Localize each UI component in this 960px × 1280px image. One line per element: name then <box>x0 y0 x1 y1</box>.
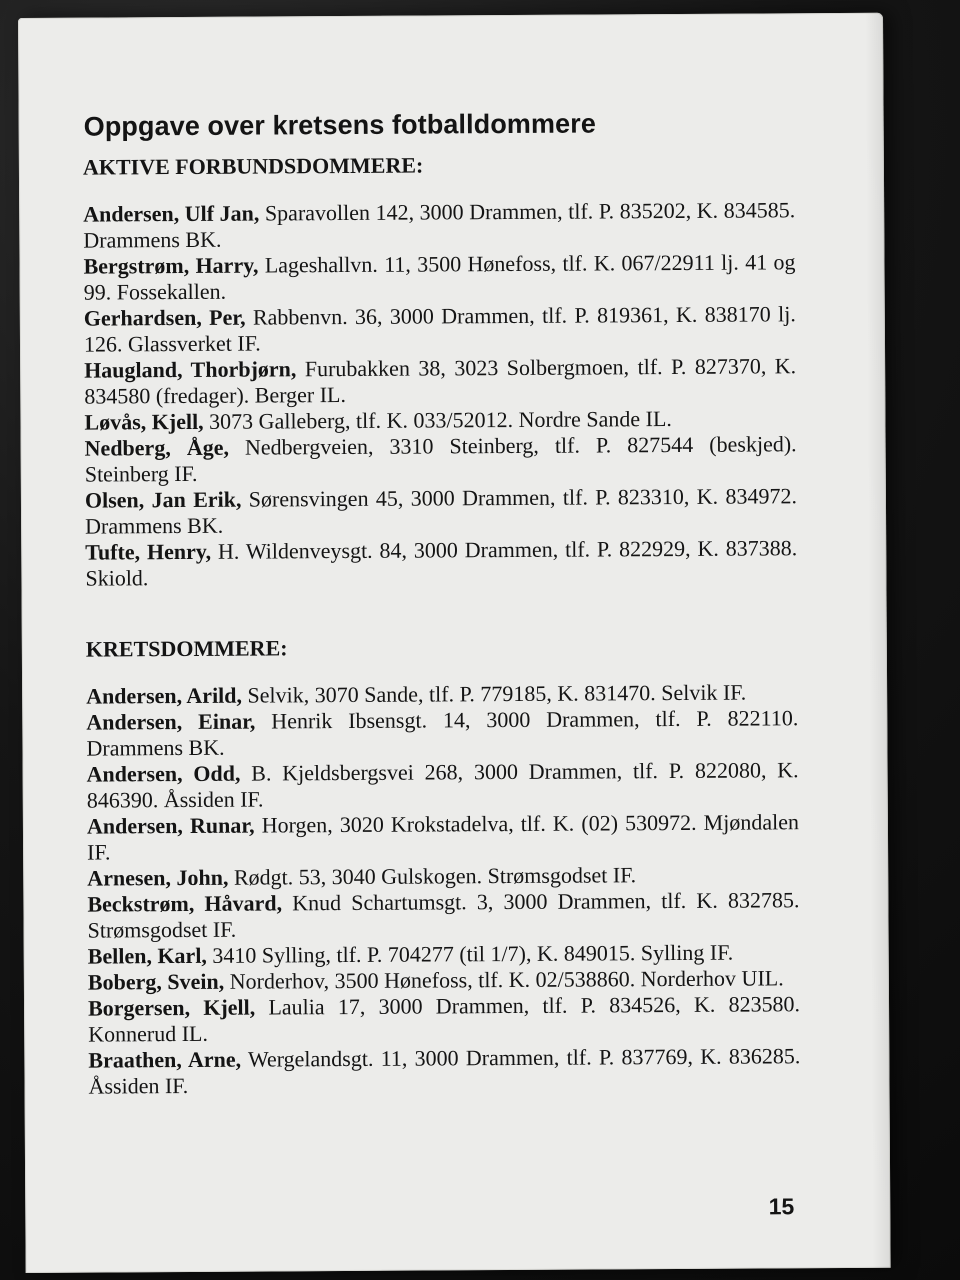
referee-details: Wergelandsgt. 11, 3000 Drammen, tlf. P. 837769, K. 836285. Åssiden IF. <box>88 1043 801 1099</box>
referee-name: Løvås, Kjell, <box>84 408 204 435</box>
referee-entry <box>83 249 795 305</box>
referee-details: Furubakken 38, 3023 Solbergmoen, tlf. P. 827370, K. 834580 (fredager). Berger IL. <box>84 353 797 409</box>
district-referee-list <box>86 679 801 1099</box>
referee-entry <box>87 809 799 865</box>
referee-details: Rødgt. 53, 3040 Gulskogen. Strømsgodset IF. <box>228 862 637 890</box>
referee-details: Horgen, 3020 Krokstadelva, tlf. K. (02) 530972. Mjøndalen IF. <box>87 809 800 865</box>
referee-entry <box>84 353 796 409</box>
referee-name: Nedberg, Åge, <box>84 434 230 461</box>
section-heading-district-referees: KRETSDOMMERE: <box>85 635 288 662</box>
referee-details: H. Wildenveysgt. 84, 3000 Drammen, tlf. P. 822929, K. 837388. Skiold. <box>85 535 798 591</box>
referee-name: Arnesen, John, <box>87 864 229 891</box>
referee-details: 3073 Galleberg, tlf. K. 033/52012. Nordre Sande IL. <box>203 406 672 434</box>
referee-details: Rabbenvn. 36, 3000 Drammen, tlf. P. 819361, K. 838170 lj. 126. Glassverket IF. <box>83 301 796 357</box>
referee-name: Gerhardsen, Per, <box>83 304 246 331</box>
referee-entry <box>87 757 799 813</box>
referee-name: Andersen, Ulf Jan, <box>83 200 260 227</box>
referee-name: Braathen, Arne, <box>88 1046 242 1073</box>
referee-name: Bellen, Karl, <box>87 942 207 969</box>
section-heading-active-referees: AKTIVE FORBUNDSDOMMERE: <box>82 152 424 180</box>
referee-name: Andersen, Runar, <box>86 812 255 839</box>
referee-name: Olsen, Jan Erik, <box>84 486 242 513</box>
referee-name: Tufte, Henry, <box>85 538 212 565</box>
booklet-page <box>18 13 891 1273</box>
referee-name: Bergstrøm, Harry, <box>83 252 259 279</box>
referee-details: Laulia 17, 3000 Drammen, tlf. P. 834526, K. 823580. Konnerud IL. <box>88 991 801 1047</box>
referee-details: B. Kjeldsbergsvei 268, 3000 Drammen, tlf. P. 822080, K. 846390. Åssiden IF. <box>86 757 799 813</box>
referee-entry <box>83 197 795 253</box>
referee-details: Selvik, 3070 Sande, tlf. P. 779185, K. 831470. Selvik IF. <box>241 679 747 708</box>
referee-entry <box>88 1043 800 1099</box>
referee-details: Henrik Ibsensgt. 14, 3000 Drammen, tlf. P. 822110. Drammens BK. <box>86 705 799 761</box>
active-referee-list <box>83 197 797 591</box>
page-number: 15 <box>768 1193 795 1220</box>
referee-name: Beckstrøm, Håvard, <box>87 890 283 917</box>
referee-name: Andersen, Odd, <box>86 760 241 787</box>
referee-entry <box>86 705 798 761</box>
referee-details: Nedbergveien, 3310 Steinberg, tlf. P. 827544 (beskjed). Steinberg IF. <box>84 431 797 487</box>
referee-name: Boberg, Svein, <box>87 968 225 995</box>
referee-entry <box>84 301 796 357</box>
referee-entry <box>85 483 797 539</box>
referee-name: Haugland, Thorbjørn, <box>84 356 297 383</box>
referee-name: Andersen, Einar, <box>86 708 256 735</box>
referee-details: Norderhov, 3500 Hønefoss, tlf. K. 02/538860. Norderhov UIL. <box>224 965 784 994</box>
referee-details: Sparavollen 142, 3000 Drammen, tlf. P. 835202, K. 834585. Drammens BK. <box>83 197 796 253</box>
referee-name: Andersen, Arild, <box>86 682 243 709</box>
referee-name: Borgersen, Kjell, <box>87 994 256 1021</box>
page-content <box>83 105 801 1099</box>
referee-entry <box>85 431 797 487</box>
referee-details: Knud Schartumsgt. 3, 3000 Drammen, tlf. K. 832785. Strømsgodset IF. <box>87 887 800 943</box>
referee-entry <box>88 991 800 1047</box>
referee-details: 3410 Sylling, tlf. P. 704277 (til 1/7), K. 849015. Sylling IF. <box>206 939 734 968</box>
referee-details: Lageshallvn. 11, 3500 Hønefoss, tlf. K. 067/22911 lj. 41 og 99. Fossekallen. <box>83 249 796 305</box>
referee-entry <box>87 887 799 943</box>
page-title: Oppgave over kretsens fotballdommere <box>83 108 597 142</box>
referee-details: Sørensvingen 45, 3000 Drammen, tlf. P. 823310, K. 834972. Drammens BK. <box>85 483 798 539</box>
referee-entry <box>85 535 797 591</box>
